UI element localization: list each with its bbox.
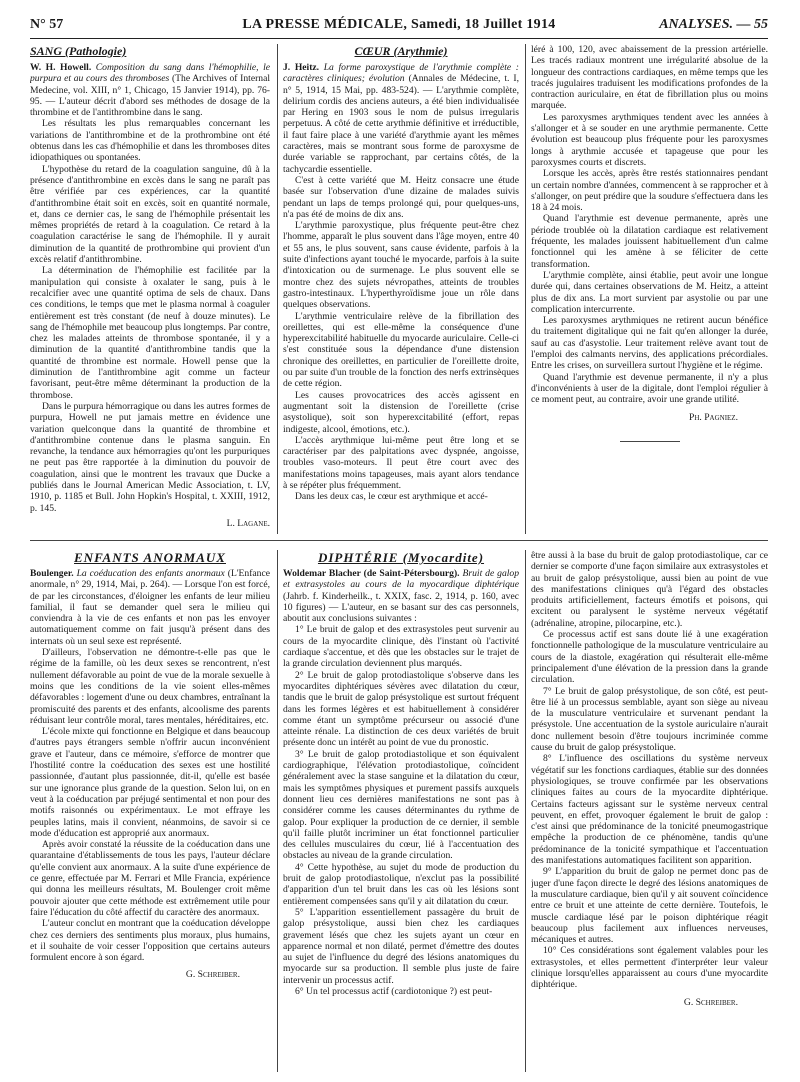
article-title: Bruit de galop et extrasystoles au cours de la myocardique diphtérique — [283, 568, 519, 591]
paragraph: Quand l'arythmie est devenue permanente, après une période troublée où la dilatation cardiaque est relativement fréquente, les malades jouissent habituellement d'un calme fonctionnel qui les amène à se féliciter de cette transformation. — [531, 213, 768, 270]
article-intro — [283, 62, 519, 175]
paragraph: Dans le purpura hémorragique ou dans les autres formes de purpura, Howell ne put jamais mettre en évidence une variation quelconque dans la quantité de thrombine et d'antithrombine contenue dans le plasma sanguin. En revanche, la tendance aux hémorragies qu'ont les purpuriques ne peut pas être rapportée à la diminution du pouvoir de coagulation, ainsi que le montrent les travaux que Ducke a publiés dans le Journal American Medic Association, t. LV, 1910, p. 1185 et Bull. John Hopkin's Hospital, t. XXIII, 1912, p. 145. — [30, 400, 270, 514]
article-sang — [30, 44, 270, 532]
article-ref: (Annales de Médecine, t. I, n° 5, 1914, 15 Mai, pp. 483-524). — L'arythmie complète, delirium cordis des anciens auteurs, a été bien individualisée par Hering en 1903 sous le nom de pulsus irregularis perpetuus. A côté de cette arythmie définitive et irréductible, il faut faire place à une variété d'arythmie ayant les mêmes caractères, mais se montrant sous forme de paroxysme de durée variable se rapprochant, par certains côtés, de la tachycardie essentielle. — [283, 73, 519, 175]
paragraph: C'est à cette variété que M. Heitz consacre une étude basée sur l'observation d'une dizaine de malades suivis pendant un laps de temps prolongé qui, pour quelques-uns, n'a pas été de moins de dix ans. — [283, 174, 519, 220]
article-title: La coéducation des enfants anormaux — [76, 568, 225, 579]
page-header — [30, 14, 768, 38]
paragraph: être aussi à la base du bruit de galop protodiastolique, car ce dernier se comporte d'une façon similaire aux extrasystoles et au bruit de galop présystolique, aussi bien au point de vue des manifestations cliniques qu'à l'égard des obstacles produits artificiellement, facteurs émotifs et poisons, qui excitent ou paralysent le système nerveux végétatif (adrénaline, atropine, pilocarpine, etc.). — [531, 550, 768, 629]
paragraph: Les paroxysmes arythmiques tendent avec les années à s'allonger et à se souder en une arythmie permanente. Cette évolution est beaucoup plus fréquente pour les paroxysmes longs à arythmie accusée et tapageuse que pour les paroxysmes courts et discrets. — [531, 111, 768, 168]
article-intro — [30, 62, 270, 118]
paragraph: L'accès arythmique lui-même peut être long et se caractériser par des palpitations avec dyspnée, angoisse, troubles vaso-moteurs. Il peut être court avec des manifestations moins tapageuses, mais ayant alors tendance à se répéter plus fréquemment. — [283, 434, 519, 491]
paragraph: Lorsque les accès, après être restés stationnaires pendant un certain nombre d'années, commencent à se rapprocher et à s'allonger, on peut prédire que la soudure s'effectuera dans les 18 à 24 mois. — [531, 168, 768, 214]
paragraph: Ce processus actif est sans doute lié à une exagération fonctionnelle pathologique de la musculature ventriculaire au cours de la diastole, exagération qui résulterait elle-même principalement d'une élévation de la pression dans la grande circulation. — [531, 629, 768, 686]
author: J. Heitz. — [283, 62, 320, 73]
paragraph: Dans les deux cas, le cœur est arythmique et accé- — [295, 491, 488, 503]
paragraph: 2° Le bruit de galop protodiastolique s'observe dans les myocardites diphtériques sévères avec dilatation du cœur, tandis que le bruit de galop présystolique est surtout fréquent dans les formes légères et est habituellement à considérer comme étant un symptôme précurseur ou associé d'une atteinte rénale. La distinction de ces deux variétés de bruit présente donc un intérêt au point de vue du pronostic. — [283, 669, 519, 749]
paragraph: 3° Le bruit de galop protodiastolique et son équivalent cardiographique, l'élévation protodiastolique, coïncident généralement avec la stase sanguine et la dilatation du cœur, mais les symptômes physiques et purement passifs auxquels donnent lieu ces dernières manifestations ne sont pas à considérer comme les causes déterminantes du rythme de galop. Pour expliquer la production de ce dernier, il semble qu'il faille plutôt incriminer un état fonctionnel particulier des cellules musculaires du cœur, lié à l'accentuation des obstacles au niveau de la grande circulation. — [283, 748, 519, 862]
section-heading-sang: SANG (Pathologie) — [30, 44, 127, 58]
journal-title: LA PRESSE MÉDICALE, Samedi, 18 Juillet 1914 — [242, 17, 556, 32]
article-diphterie-continued — [531, 550, 768, 1072]
paragraph: Les paroxysmes arythmiques ne retirent aucun bénéfice du traitement digitalique qui ne fait qu'en allonger la durée, sauf au cas d'asystolie. Leur traitement relève avant tout de l'emploi des calmants nervins, des applications précordiales. Entre les crises, on surveillera surtout l'hygiène et le régime. — [531, 315, 768, 372]
signature: G. Schreiber. — [683, 996, 738, 1008]
paragraph: Les résultats les plus remarquables concernant les variations de l'antithrombine et de la prothrombine ont été obtenus dans les cas d'hémophilie et dans les thromboses dites idiopathiques ou spontanées. — [30, 118, 270, 164]
paragraph: La détermination de l'hémophilie est facilitée par la manipulation qui consiste à oxalater le sang, puis à le recalcifier avec une quantité optima de sels de chaux. Dans ces conditions, le temps que met le plasma normal à coaguler entièrement est très constant (de neuf à douze minutes). Le sang de l'hémophile met beaucoup plus longtemps. Par contre, chez les malades atteints de thrombose spontanée, il y a diminution de la quantité d'antithrombine tandis que la quantité de thrombine est normale. Howell pense que la diminution de l'antithrombine agit comme un facteur favorisant, peut-être même déterminant la production de la thrombose. — [30, 265, 270, 401]
author: Boulenger. — [30, 568, 74, 579]
article-coeur-continued — [531, 44, 768, 532]
paragraph: L'arythmie complète, ainsi établie, peut avoir une longue durée qui, dans certaines observations de M. Heitz, a atteint plus de dix ans. La mort survient par asystolie ou par une complication intercurrente. — [531, 269, 768, 315]
paragraph: L'auteur conclut en montrant que la coéducation développe chez ces derniers des sentiments plus moraux, plus humains, et il souhaite de voir cesser l'opposition que certains auteurs formulent encore à son égard. — [30, 918, 270, 964]
article-intro — [30, 568, 270, 647]
paragraph: 4° Cette hypothèse, au sujet du mode de production du bruit de galop protodiastolique, n'exclut pas la possibilité d'apparition d'un tel bruit dans les cas où les lésions sont entièrement compensées sans qu'il y ait dilatation du cœur. — [283, 861, 519, 907]
paragraph: Quand l'arythmie est devenue permanente, il n'y a plus d'inconvénients à user de la digitale, dont l'emploi régulier à ce moment peut, au contraire, avoir une grande utilité. — [531, 371, 768, 406]
end-rule — [620, 441, 680, 442]
paragraph: 1° Le bruit de galop et des extrasystoles peut survenir au cours de la myocardite clinique, dès l'instant où l'activité cardiaque s'accentue, et dès que les obstacles sur le trajet de la grande circulation deviennent plus marqués. — [283, 624, 519, 670]
section-label: ANALYSES. — 55 — [659, 17, 768, 32]
paragraph: L'école mixte qui fonctionne en Belgique et dans beaucoup d'autres pays étrangers semble n'offrir aucun inconvénient grave et l'auteur, dans ce mémoire, s'efforce de montrer que l'hostilité contre la coéducation des sexes est une hostilité passionnée, d'autant plus passionnée, dit-il, qu'elle est basée sur une ignorance plus grande de la question. Selon lui, on en veut à la coéducation par préjugé sentimental et non pour des motifs raisonnés ou expérimentaux. Le mot effraye les peuples latins, mais il convient, néanmoins, de savoir si ce mode d'éducation est approprié aux anormaux. — [30, 726, 270, 839]
author: Woldemar Blacher (de Saint-Pétersbourg). — [283, 568, 460, 579]
article-title: La forme paroxystique de l'arythmie complète : caractères cliniques; évolution — [283, 62, 519, 85]
column-divider — [277, 550, 278, 1072]
paragraph: L'arythmie paroxystique, plus fréquente peut-être chez l'homme, apparaît le plus souvent dans l'âge moyen, entre 40 et 55 ans, le plus souvent, sans cause évidente, parfois à la suite d'infections ayant touché le myocarde, parfois à la suite d'intoxication ou de surmenage. Le plus souvent elle se montre chez des sujets névropathes, atteints de troubles gastro-intestinaux. L'hyperthyroïdisme joue un rôle dans quelques observations. — [283, 220, 519, 311]
paragraph: Après avoir constaté la réussite de la coéducation dans une quarantaine d'établissements de tous les pays, l'auteur déclare qu'elle convient aux anormaux. A la suite d'une expérience de ce genre, effectuée par M. Ferrari et Mlle Francia, expérience qui donna les meilleurs résultats, M. Boulenger croit même pouvoir ajouter que cette méthode est extrêmement utile pour faire l'éducation du côté affectif du caractère des anormaux. — [30, 839, 270, 918]
article-intro — [283, 568, 519, 624]
article-ref: (The Archives of Internal Medecine, vol. XIII, n° 1, Chicago, 15 Janvier 1914), pp. 76-95. — L'auteur décrit d'abord ses méthodes de dosage de la thrombine et de l'antithrombine dans le sang. — [30, 73, 270, 119]
article-ref: (L'Enfance anormale, n° 29, 1914, Mai, p. 264). — Lorsque l'on est forcé, de par les circonstances, d'éloigner les enfants de leur milieu familial, il faut se demander quel sera le milieu qui conviendra à la vie de ces enfants et non pas les envoyer automatiquement comme on fait jusqu'à présent dans des internats où un seul sexe est représenté. — [30, 568, 270, 647]
column-divider — [525, 44, 526, 534]
paragraph: léré à 100, 120, avec abaissement de la pression artérielle. Les tracés radiaux montrent une irrégularité absolue de la longueur des contractions cardiaques, en même temps que les tracés jugulaires traduisent les modifications profondes de la contraction auriculaire, en état de fibrillation plus ou moins marquée. — [531, 44, 768, 112]
paragraph: L'arythmie ventriculaire relève de la fibrillation des oreillettes, qui est elle-même la conséquence d'une hyperexcitabilité habituelle du myocarde auriculaire. Celle-ci s'est constituée sous la dépendance d'une distension chronique des oreillettes, en particulier de l'oreillette droite, ou par suite d'un trouble de la fonction des nerfs extrinsèques de cette région. — [283, 310, 519, 390]
article-ref: (Jahrb. f. Kinderheilk., t. XXIX, fasc. 2, 1914, p. 160, avec 10 figures) — L'auteur, en se basant sur des cas personnels, aboutit aux conclusions suivantes : — [283, 590, 519, 625]
paragraph: L'hypothèse du retard de la coagulation sanguine, dû à la présence d'antithrombine en excès dans le sang ne paraît pas être vérifiée par ces expériences, car la quantité d'antithrombine était soit en excès, soit en quantité normale, et, dans ce dernier cas, le sang de l'hémophile présentait les mêmes propriétés de retard à la coagulation. Ce retard à la coagulation caractérise le sang de l'hémophile. Il y aurait diminution de la quantité de prothrombine qui provient d'un excès relatif d'antithrombine. — [30, 163, 270, 266]
article-coeur — [283, 44, 519, 532]
signature: G. Schreiber. — [185, 969, 240, 981]
section-heading-diphterie: DIPHTÉRIE (Myocardite) — [317, 550, 485, 565]
paragraph: 9° L'apparition du bruit de galop ne permet donc pas de juger d'une façon directe le degré des lésions anatomiques de la musculature cardiaque, bien qu'il y ait souvent coïncidence entre ce bruit et une atteinte de cette dernière. Toutefois, le muscle cardiaque lésé par le poison diphtérique réagit beaucoup plus facilement aux influences nerveuses, mécaniques et autres. — [531, 866, 768, 946]
section-divider — [30, 540, 768, 541]
article-diphterie — [283, 550, 519, 1072]
article-enfants — [30, 550, 270, 1072]
author: W. H. Howell. — [30, 62, 92, 73]
paragraph: 8° L'influence des oscillations du système nerveux végétatif sur les fonctions cardiaques, établie sur des données physiologiques, se trouve confirmée par les observations cliniques faites au cours de la myocardite diphtérique. Certains facteurs agissant sur le système nerveux central peuvent, en effet, provoquer également le bruit de galop : c'est ainsi que prédominance de la tonicité pneumogastrique empêche la production de ce phénomène, tandis qu'une prédominance de la tonicité sympathique et l'accentuation des manifestations automatiques facilitent son apparition. — [531, 753, 768, 867]
article-title: Composition du sang dans l'hémophilie, le purpura et au cours des thromboses — [30, 62, 270, 85]
column-divider — [525, 550, 526, 1072]
page-number: N° 57 — [30, 17, 64, 32]
paragraph: 7° Le bruit de galop présystolique, de son côté, est peut-être lié à un processus semblable, ayant son siège au niveau de la musculature ventriculaire et survenant pendant la présystole. Une accentuation de la systole auriculaire n'aurait donc nullement besoin d'être toujours incriminée comme cause du bruit de galop présystolique. — [531, 685, 768, 754]
signature-name: L. Lagane. — [226, 517, 270, 529]
paragraph: D'ailleurs, l'observation ne démontre-t-elle pas que le régime de la famille, où les deux sexes se rencontrent, n'est nullement défavorable au point de vue de la morale sexuelle à moins que les conditions de la vie soient elles-mêmes défavorables : logement d'une ou deux chambres, entraînant la promiscuité des parents et des enfants, alcoolisme des parents réduisant leur contrôle moral, tares mentales, héréditaires, etc. — [30, 647, 270, 726]
signature: Ph. Pagniez. — [689, 411, 738, 423]
header-rule — [30, 38, 768, 39]
paragraph: 10° Ces considérations sont également valables pour les extrasystoles, et elles permettent d'interpréter leur valeur clinique lorsqu'elles apparaissent au cours d'une myocardite diphtérique. — [531, 945, 768, 991]
section-heading-coeur: CŒUR (Arythmie) — [354, 44, 448, 58]
section-heading-enfants: ENFANTS ANORMAUX — [74, 550, 226, 565]
paragraph: 5° L'apparition essentiellement passagère du bruit de galop présystolique, aussi bien chez les cardiaques gravement lésés que chez les sujets ayant un cœur en apparence normal et non dilaté, permet d'émettre des doutes au sujet de l'influence du degré des lésions anatomiques du myocarde sur sa production. Il semble plus juste de faire intervenir un processus actif. — [283, 906, 519, 986]
column-divider — [277, 44, 278, 534]
paragraph: 6° Un tel processus actif (cardiotonique ?) est peut- — [295, 985, 493, 997]
paragraph: Les causes provocatrices des accès agissent en augmentant soit la distension de l'oreillette (crise asystolique), soit son hyperexcitabilité (effort, repas indigeste, alcool, émotions, etc.). — [283, 389, 519, 435]
